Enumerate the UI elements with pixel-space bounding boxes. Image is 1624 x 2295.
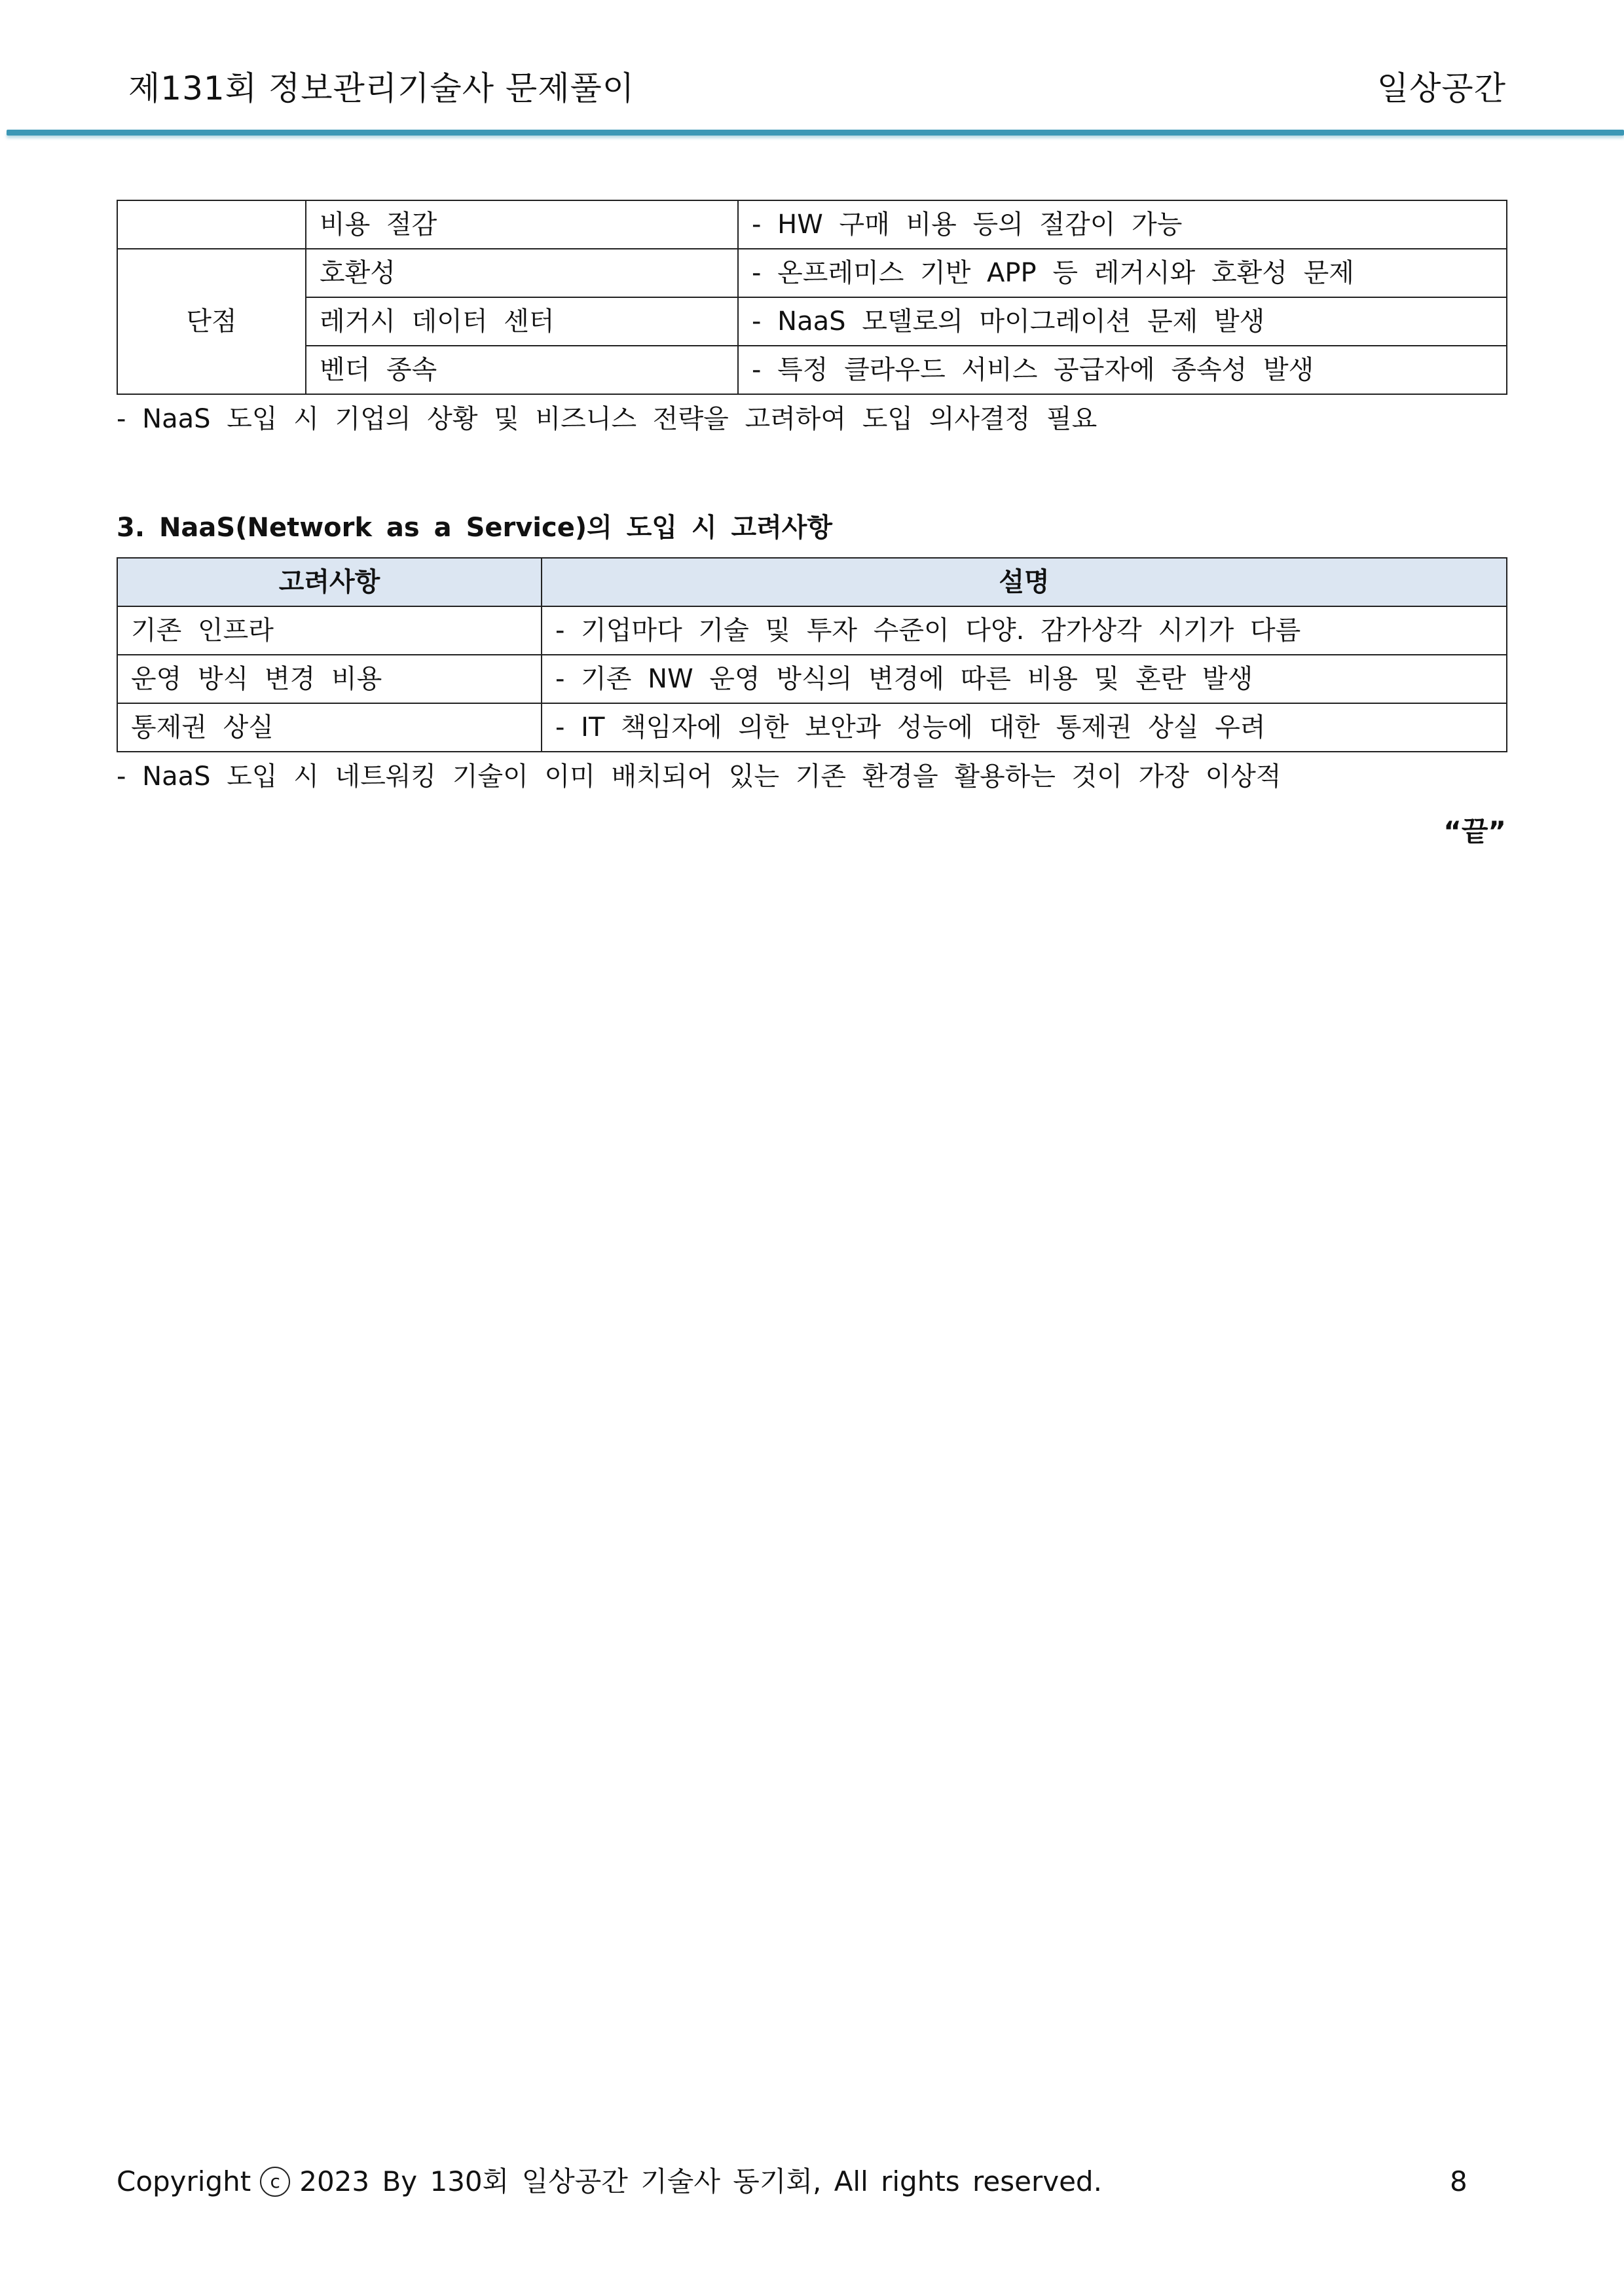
table-row bbox=[117, 297, 1507, 346]
item-cell: 운영 방식 변경 비용 bbox=[117, 655, 542, 703]
table-row bbox=[117, 655, 1507, 703]
table-row bbox=[117, 200, 1507, 249]
disadvantages-table bbox=[117, 200, 1507, 395]
table1-note: - NaaS 도입 시 기업의 상황 및 비즈니스 전략을 고려하여 도입 의사결정 필요 bbox=[117, 404, 1098, 434]
item-cell: 기존 인프라 bbox=[117, 606, 542, 655]
table-row bbox=[117, 703, 1507, 752]
section-title: 3. NaaS(Network as a Service)의 도입 시 고려사항 bbox=[117, 513, 833, 543]
description-cell: - 기업마다 기술 및 투자 수준이 다양. 감가상각 시기가 다름 bbox=[542, 606, 1507, 655]
copyright-text: 2023 By 130회 일상공간 기술사 동기회, All rights reserved. bbox=[299, 2165, 1102, 2197]
header-divider bbox=[7, 130, 1624, 136]
table-row bbox=[117, 606, 1507, 655]
considerations-table bbox=[117, 557, 1507, 752]
category-cell bbox=[117, 200, 306, 249]
description-cell: - 온프레미스 기반 APP 등 레거시와 호환성 문제 bbox=[738, 249, 1507, 297]
item-cell: 통제권 상실 bbox=[117, 703, 542, 752]
description-cell: - 특정 클라우드 서비스 공급자에 종속성 발생 bbox=[738, 346, 1507, 394]
brand-label: 일상공간 bbox=[1376, 69, 1506, 107]
copyright-prefix: Copyright bbox=[117, 2165, 251, 2197]
table-row bbox=[117, 346, 1507, 394]
page-header bbox=[0, 0, 1624, 151]
end-mark: “끝” bbox=[1443, 815, 1506, 847]
column-header-consideration: 고려사항 bbox=[117, 558, 542, 606]
description-cell: - 기존 NW 운영 방식의 변경에 따른 비용 및 혼란 발생 bbox=[542, 655, 1507, 703]
description-cell: - NaaS 모델로의 마이그레이션 문제 발생 bbox=[738, 297, 1507, 346]
footer-copyright bbox=[117, 2162, 1102, 2201]
table-row bbox=[117, 249, 1507, 297]
document-title: 제131회 정보관리기술사 문제풀이 bbox=[128, 69, 635, 107]
item-cell: 비용 절감 bbox=[306, 200, 738, 249]
description-cell: - HW 구매 비용 등의 절감이 가능 bbox=[738, 200, 1507, 249]
item-cell: 벤더 종속 bbox=[306, 346, 738, 394]
description-cell: - IT 책임자에 의한 보안과 성능에 대한 통제권 상실 우려 bbox=[542, 703, 1507, 752]
section3-note: - NaaS 도입 시 네트워킹 기술이 이미 배치되어 있는 기존 환경을 활용하는 것이 가장 이상적 bbox=[117, 762, 1282, 792]
column-header-description: 설명 bbox=[542, 558, 1507, 606]
item-cell: 레거시 데이터 센터 bbox=[306, 297, 738, 346]
page-number: 8 bbox=[1450, 2165, 1467, 2197]
table-header-row bbox=[117, 558, 1507, 606]
item-cell: 호환성 bbox=[306, 249, 738, 297]
copyright-icon: c bbox=[260, 2167, 290, 2197]
category-cell-disadvantage: 단점 bbox=[117, 249, 306, 394]
